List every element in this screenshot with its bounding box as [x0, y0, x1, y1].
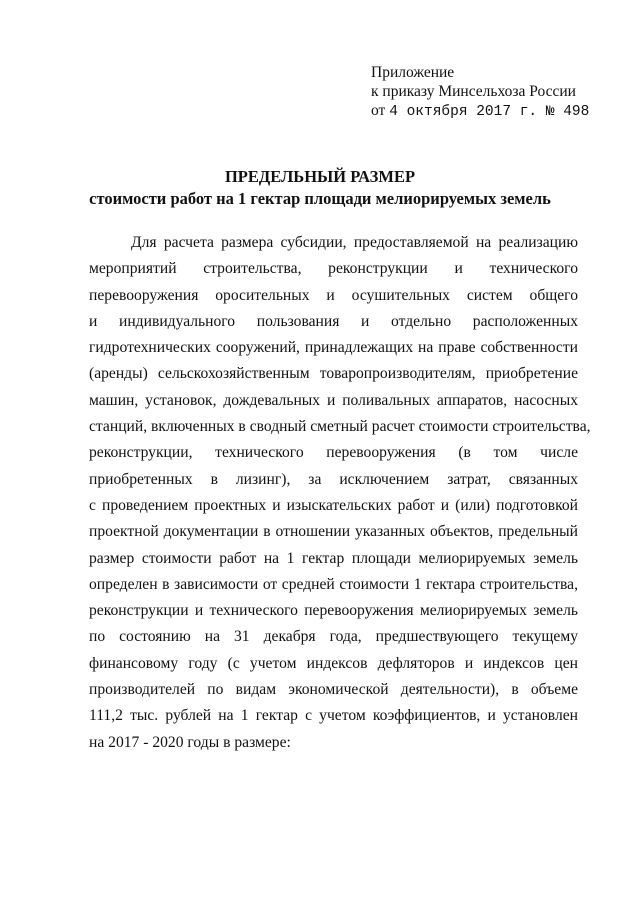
paragraph-line: приобретенных в лизинг), за исключением затрат, связанных [89, 470, 578, 488]
paragraph-line: машин, установок, дождевальных и поливальных аппаратов, насосных [89, 391, 578, 409]
paragraph-line: производителей по видам экономической деятельности), в объеме [89, 681, 578, 699]
paragraph-line: на 2017 - 2020 годы в размере: [89, 733, 291, 751]
title-subtitle: стоимости работ на 1 гектар площади мелиорируемых земель [89, 189, 551, 208]
paragraph-line: Для расчета размера субсидии, предоставляемой на реализацию [131, 234, 578, 251]
order-reference: к приказу Минсельхоза России [371, 83, 576, 100]
paragraph-line: перевооружения оросительных и осушительных систем общего [89, 286, 578, 304]
paragraph-line: 111,2 тыс. рублей на 1 гектар с учетом коэффициентов, и установлен [89, 707, 578, 725]
order-date-line [371, 101, 589, 122]
paragraph-line: размер стоимости работ на 1 гектар площади мелиорируемых земель [89, 549, 578, 567]
title-main: ПРЕДЕЛЬНЫЙ РАЗМЕР [224, 167, 416, 186]
order-date-prefix: от [371, 102, 386, 119]
paragraph-line: финансовому году (с учетом индексов дефляторов и индексов цен [89, 654, 578, 672]
paragraph-line: проектной документации в отношении указанных объектов, предельный [89, 523, 578, 541]
appendix-label: Приложение [371, 64, 455, 81]
paragraph-line: определен в зависимости от средней стоимости 1 гектара строительства, [89, 575, 578, 593]
paragraph-line: по состоянию на 31 декабря года, предшествующего текущему [89, 628, 578, 646]
paragraph-line: и индивидуального пользования и отдельно расположенных [89, 312, 578, 330]
paragraph-line: с проведением проектных и изыскательских работ и (или) подготовкой [89, 496, 578, 514]
paragraph-line: реконструкции и технического перевооружения мелиорируемых земель [89, 602, 578, 620]
paragraph-line: реконструкции, технического перевооружения (в том числе [89, 444, 578, 462]
paragraph-line: гидротехнических сооружений, принадлежащих на праве собственности [89, 339, 578, 357]
body-paragraph [89, 230, 591, 756]
paragraph-line: станций, включенных в сводный сметный расчет стоимости строительства, [89, 418, 591, 436]
appendix-header [371, 63, 589, 122]
order-date-number: 4 октября 2017 г. № 498 [389, 104, 590, 120]
document-title [60, 166, 580, 210]
paragraph-line: (аренды) сельскохозяйственным товаропроизводителям, приобретение [89, 365, 578, 383]
paragraph-line: мероприятий строительства, реконструкции и технического [89, 260, 578, 278]
